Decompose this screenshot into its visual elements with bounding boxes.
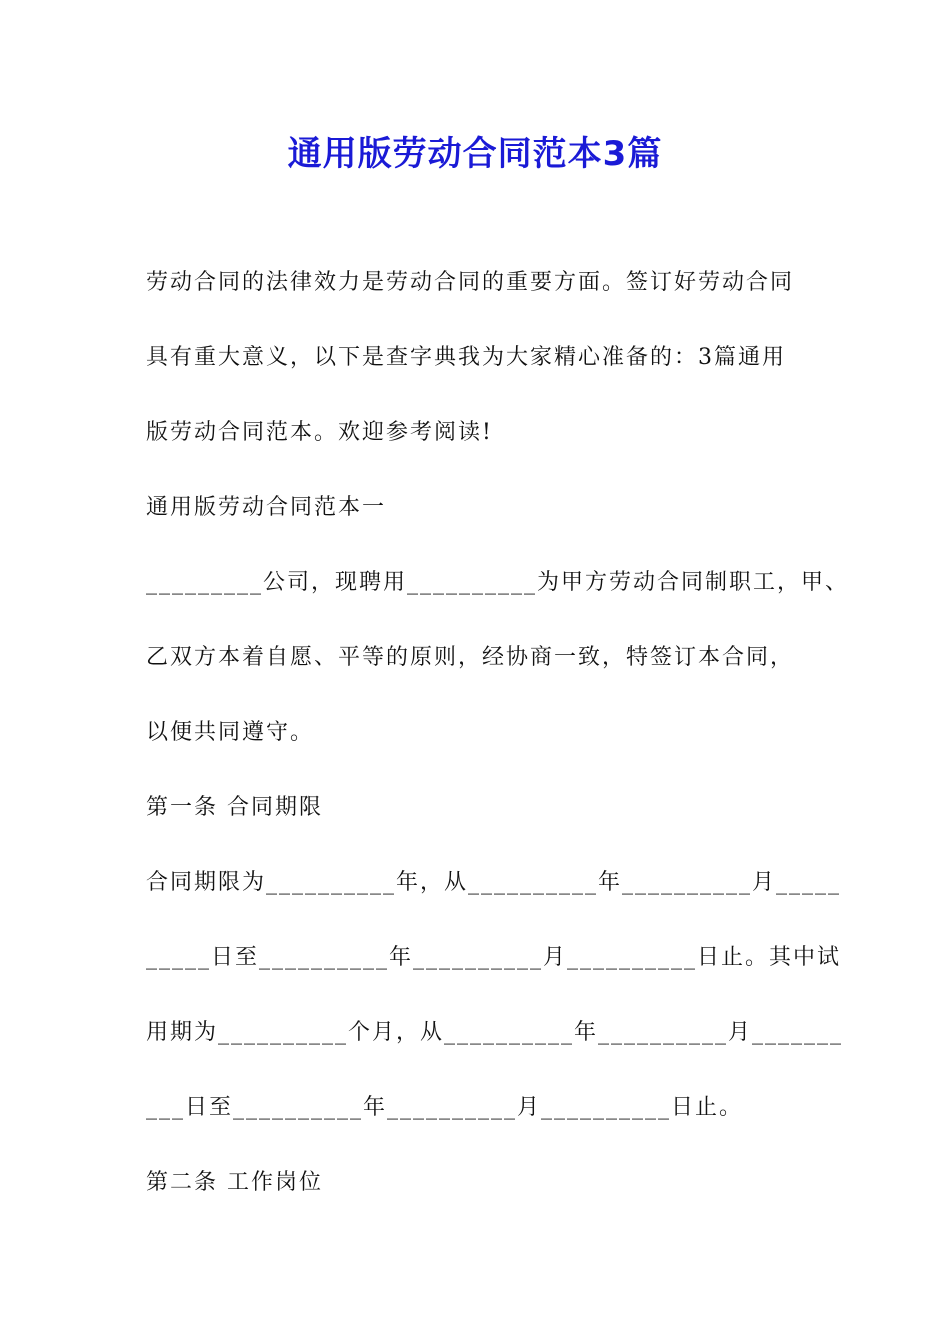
article-1-line-1: 合同期限为__________年，从__________年__________月_____ [146, 870, 842, 895]
intro-line-2: 具有重大意义，以下是查字典我为大家精心准备的：3篇通用 [146, 345, 786, 370]
intro-line-1: 劳动合同的法律效力是劳动合同的重要方面。签订好劳动合同 [146, 270, 795, 295]
article-1-line-4: ___日至__________年__________月__________日止。 [146, 1095, 744, 1120]
contract-line-3: 以便共同遵守。 [146, 720, 315, 745]
document-title: 通用版劳动合同范本3篇 [287, 134, 663, 174]
contract-line-2: 乙双方本着自愿、平等的原则，经协商一致，特签订本合同， [146, 645, 795, 670]
article-1-heading: 第一条 合同期限 [146, 795, 323, 820]
section-heading-sample-1: 通用版劳动合同范本一 [146, 495, 387, 520]
article-1-line-2: _____日至__________年__________月__________日止。其中试 [146, 945, 842, 970]
contract-line-1: _________公司，现聘用__________为甲方劳动合同制职工，甲、 [146, 570, 850, 595]
article-1-line-3: 用期为__________个月，从__________年__________月_______ [146, 1020, 844, 1045]
intro-line-3: 版劳动合同范本。欢迎参考阅读! [146, 420, 493, 445]
article-2-heading: 第二条 工作岗位 [146, 1170, 323, 1195]
